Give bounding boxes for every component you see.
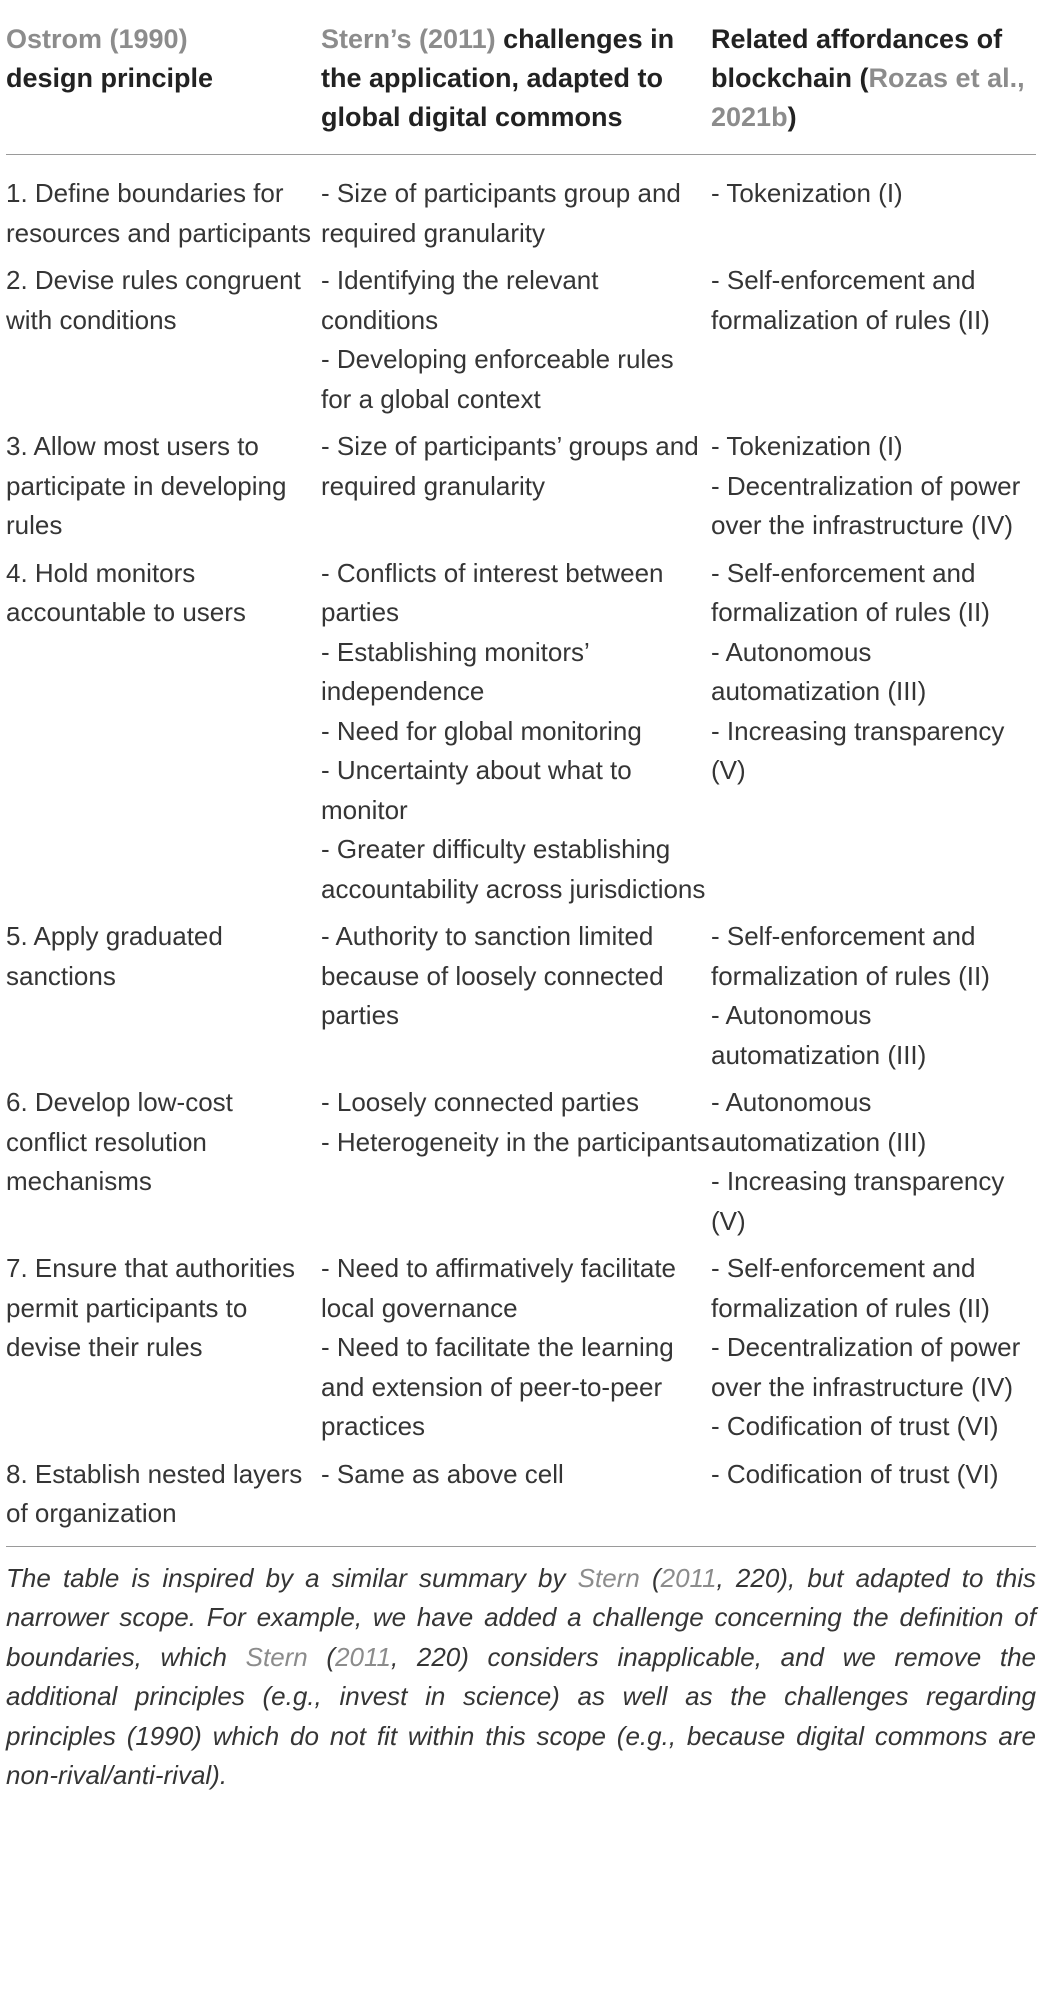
challenge-item: - Size of participants group and required granularity [321,178,681,248]
affordance-item: - Autonomous automatization (III) [711,636,927,706]
table-row [6,917,1036,1083]
header-row [6,0,1036,155]
principle-cell: 6. Develop low-cost conflict resolution mechanisms [6,1087,233,1196]
principle-cell: 1. Define boundaries for resources and participants [6,178,311,248]
challenge-item: - Need to affirmatively facilitate local governance [321,1253,676,1323]
design-principles-table [6,0,1036,1547]
affordance-item: - Tokenization (I) [711,178,903,208]
affordance-item: - Codification of trust (VI) [711,1458,999,1489]
header-principle [6,0,321,155]
affordance-item: - Self-enforcement and formalization of rules (II) [711,557,990,627]
challenges-cell [321,427,711,554]
footnote-text-3: , 220), but adapted to this narrower scope. For example, we have added a challenge concerning the definition of boundaries, which [6,1562,1037,1672]
challenge-item: - Uncertainty about what to monitor [321,755,632,825]
principle-cell: 8. Establish nested layers of organization [6,1458,303,1528]
principle-cell: 4. Hold monitors accountable to users [6,557,246,627]
affordance-item: - Tokenization (I) [711,431,903,461]
affordance-item: - Decentralization of power over the infrastructure (IV) [711,470,1021,540]
challenges-cell [321,1249,711,1455]
affordance-item: - Decentralization of power over the infrastructure (IV) [711,1332,1021,1402]
affordance-item: - Autonomous automatization (III) [711,1000,927,1070]
challenge-item: - Identifying the relevant conditions [321,265,599,335]
affordance-item: - Self-enforcement and formalization of rules (II) [711,265,990,335]
challenge-item: - Conflicts of interest between parties [321,557,664,627]
affordance-item: - Self-enforcement and formalization of rules (II) [711,1253,990,1323]
table-footnote [6,1559,1036,1796]
challenges-cell [321,917,711,1083]
affordances-cell [711,427,1036,554]
challenge-item: - Authority to sanction limited because of loosely connected parties [321,921,664,1030]
affordances-cell [711,917,1036,1083]
footnote-ref-year-2: 2011 [335,1641,391,1672]
footnote-ref-year-1: 2011 [660,1562,717,1593]
footnote-ref-author-2: Stern [245,1641,308,1672]
challenges-cell [321,1083,711,1249]
challenges-cell [321,155,711,262]
affordances-cell [711,261,1036,427]
challenges-cell [321,1455,711,1547]
footnote-ref-author-1: Stern [577,1562,640,1593]
affordances-cell [711,1455,1036,1547]
affordance-item: - Self-enforcement and formalization of rules (II) [711,921,990,991]
header-affordances [711,0,1036,155]
affordance-item: - Increasing transparency (V) [711,715,1005,785]
challenge-item: - Establishing monitors’ independence [321,636,589,706]
footnote-text-1: The table is inspired by a similar summary by [6,1562,578,1593]
header-challenges [321,0,711,155]
header-affordances-close: ) [787,102,797,132]
affordances-cell [711,1249,1036,1455]
affordance-item: - Autonomous automatization (III) [711,1087,927,1157]
footnote-text-4: ( [307,1641,336,1672]
challenge-item: - Size of participants’ groups and required granularity [321,431,699,501]
challenge-item: - Need to facilitate the learning and extension of peer-to-peer practices [321,1332,674,1441]
header-challenges-ref: Stern’s (2011) [321,24,496,54]
table-row [6,1083,1036,1249]
table-body [6,155,1036,1547]
table-row [6,261,1036,427]
affordance-item: - Codification of trust (VI) [711,1411,999,1441]
table-row [6,155,1036,262]
challenge-item: - Heterogeneity in the participants [321,1126,710,1157]
table-figure [6,0,1036,1796]
challenge-item: - Greater difficulty establishing accountability across jurisdictions [321,834,706,904]
challenges-cell [321,554,711,918]
table-row [6,1455,1036,1547]
footnote-text-2: ( [639,1562,661,1593]
affordances-cell [711,554,1036,918]
header-affordances-text: Related affordances of blockchain ( [711,24,1003,93]
challenge-item: - Need for global monitoring [321,715,642,746]
header-affordances-ref: Rozas et al., 2021b [711,63,1025,132]
challenge-item: - Same as above cell [321,1458,564,1489]
principle-cell: 2. Devise rules congruent with conditions [6,265,301,335]
table-row [6,554,1036,918]
challenge-item: - Loosely connected parties [321,1087,639,1117]
affordances-cell [711,1083,1036,1249]
footnote-text-5: , 220) considers inapplicable, and we remove the additional principles (e.g., invest in science) as well as the challenges regarding principles (1990) which do not fit within this scope (e.g., because digital commons are non-rival/anti-rival). [6,1641,1036,1790]
header-principle-ref: Ostrom (1990) [6,24,188,54]
affordance-item: - Increasing transparency (V) [711,1166,1005,1236]
challenges-cell [321,261,711,427]
challenge-item: - Developing enforceable rules for a global context [321,344,674,414]
table-row [6,427,1036,554]
principle-cell: 7. Ensure that authorities permit participants to devise their rules [6,1253,296,1362]
principle-cell: 3. Allow most users to participate in developing rules [6,431,287,540]
affordances-cell [711,155,1036,262]
principle-cell: 5. Apply graduated sanctions [6,921,223,991]
header-principle-text: design principle [6,63,214,93]
table-row [6,1249,1036,1455]
header-challenges-text: challenges in the application, adapted to global digital commons [321,24,675,132]
